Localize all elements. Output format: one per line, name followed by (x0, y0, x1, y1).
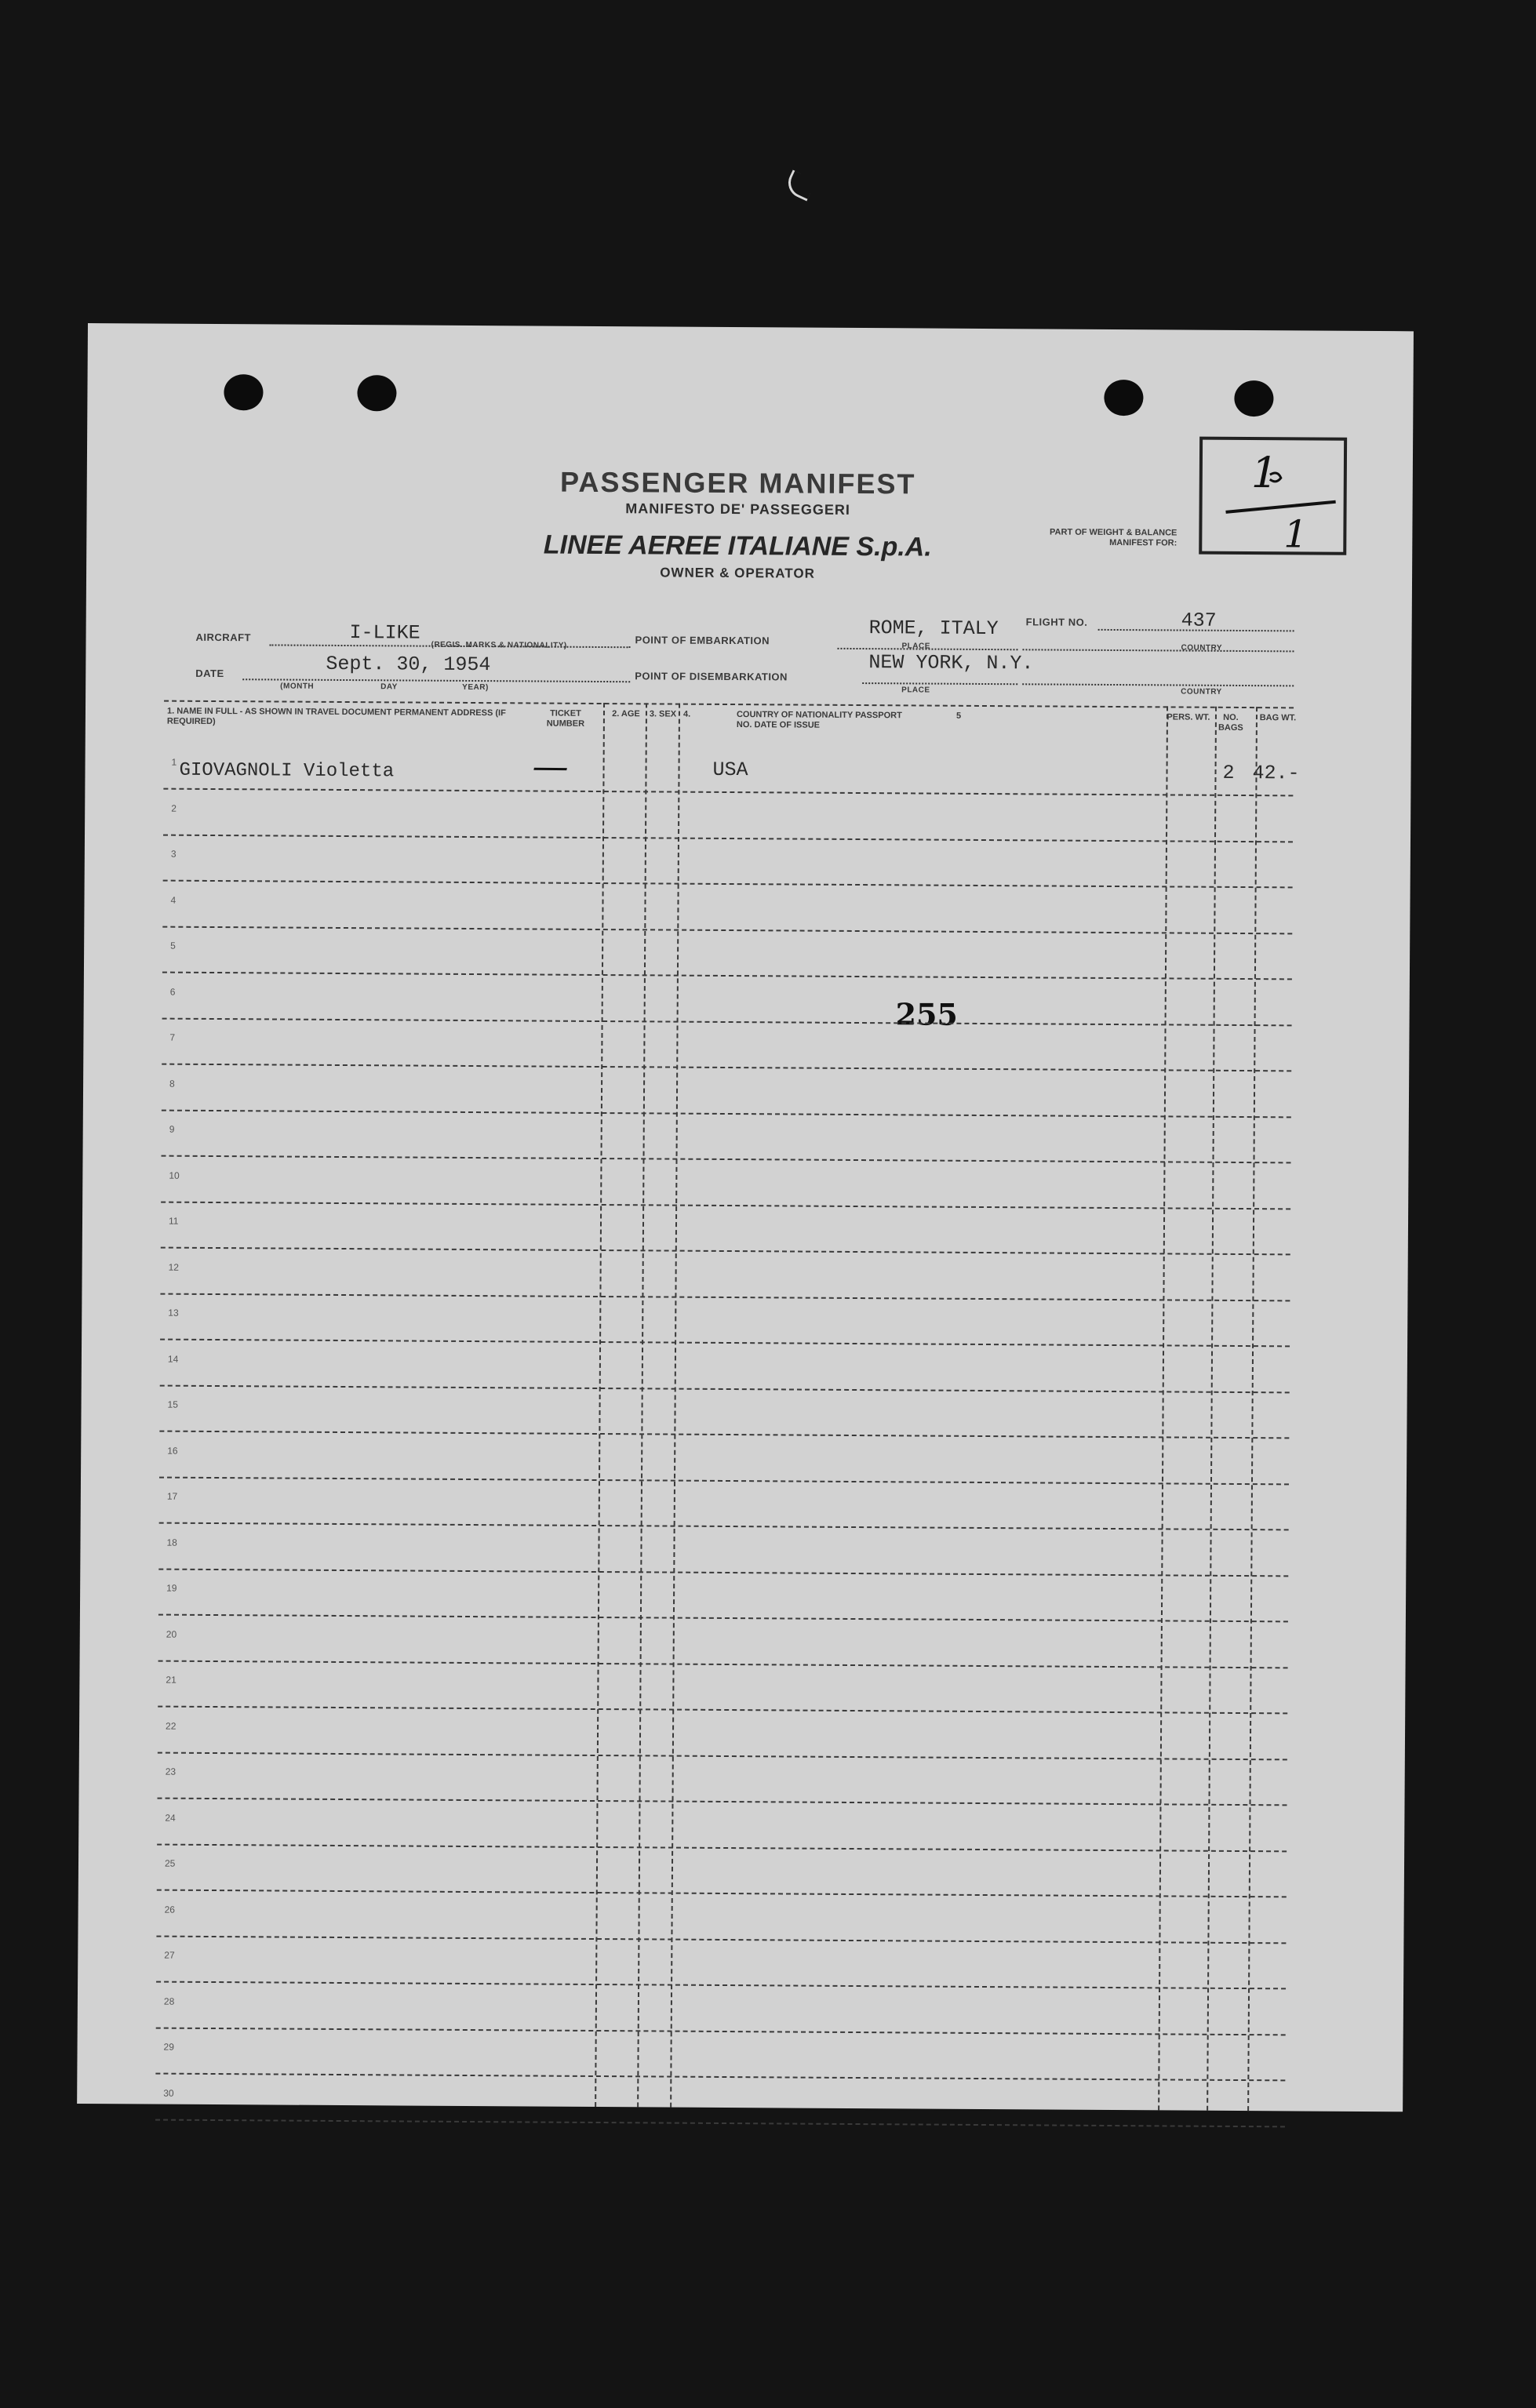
row-rule (157, 1890, 1287, 1898)
row-number: 14 (167, 1353, 179, 1365)
disembarkation-value: NEW YORK, N.Y. (868, 651, 1034, 675)
embarkation-place-label: PLACE (901, 642, 930, 651)
row-number: 7 (169, 1031, 176, 1043)
row-rule (158, 1798, 1287, 1806)
passenger-1-name: GIOVAGNOLI Violetta (179, 759, 395, 783)
passenger-1-nationality: USA (712, 758, 748, 782)
row-number: 21 (166, 1674, 177, 1686)
punch-hole (1234, 380, 1273, 416)
row-rule (163, 880, 1293, 889)
row-number: 3 (170, 848, 177, 860)
embarkation-value: ROME, ITALY (868, 617, 999, 641)
country-label-2: COUNTRY (1181, 687, 1222, 697)
col-5-header: 5 (955, 711, 962, 721)
row-number: 24 (165, 1812, 176, 1824)
row-rule (162, 1064, 1291, 1072)
date-hint-month: (MONTH (280, 682, 315, 691)
date-value: Sept. 30, 1954 (326, 652, 491, 677)
row-number: 13 (168, 1307, 179, 1319)
row-rule (158, 1751, 1287, 1760)
row-rule (162, 1017, 1292, 1026)
aircraft-label: AIRCRAFT (195, 631, 252, 644)
row-number: 29 (163, 2041, 174, 2053)
disembarkation-label: POINT OF DISEMBARKATION (635, 670, 788, 683)
row-number: 2 (171, 802, 177, 814)
row-number: 19 (166, 1582, 177, 1594)
row-number: 25 (164, 1857, 176, 1869)
row-rule (160, 1293, 1290, 1301)
country-line-2 (1022, 683, 1294, 686)
row-rule (162, 926, 1292, 934)
row-rule (158, 1568, 1288, 1577)
part-of-label: PART OF WEIGHT & BALANCE MANIFEST FOR: (1050, 527, 1177, 548)
document-title: PASSENGER MANIFEST (559, 465, 916, 500)
row-number: 16 (167, 1445, 178, 1457)
col-name-header: 1. NAME IN FULL - AS SHOWN IN TRAVEL DOCUMENT PERMANENT ADDRESS (IF REQUIRED) (166, 706, 506, 727)
handwritten-fraction (1202, 440, 1344, 552)
row-rule (156, 1981, 1286, 1990)
row-number: 26 (164, 1904, 176, 1915)
row-rule (158, 1706, 1287, 1715)
row-rule (160, 1384, 1290, 1393)
date-label: DATE (195, 667, 224, 680)
col-pers-wt-header: PERS. WT. (1167, 712, 1210, 722)
column-rule (595, 703, 605, 2107)
svg-text:1: 1 (1250, 448, 1279, 498)
punch-hole (1104, 380, 1143, 416)
row-number: 30 (163, 2087, 174, 2099)
manifest-stamp-box (1199, 437, 1347, 555)
row-rule (158, 1660, 1288, 1668)
row-rule (156, 1935, 1286, 1944)
col-nationality-header: COUNTRY OF NATIONALITY PASSPORT NO. DATE OF ISSUE (736, 710, 902, 730)
row-rule (155, 2119, 1285, 2127)
row-rule (156, 2027, 1286, 2035)
column-rule (670, 704, 680, 2108)
row-number: 15 (167, 1399, 178, 1410)
row-rule (159, 1476, 1289, 1485)
row-number: 22 (166, 1720, 177, 1732)
embarkation-label: POINT OF EMBARKATION (635, 634, 770, 647)
row-rule (162, 1109, 1291, 1118)
row-rule (157, 1843, 1287, 1852)
aircraft-value: I-LIKE (349, 621, 420, 645)
row-rule (158, 1614, 1288, 1623)
col-no-bags-header: NO. BAGS (1218, 712, 1243, 733)
punch-hole (357, 375, 396, 411)
row-number: 11 (168, 1215, 179, 1227)
column-rule (1207, 707, 1217, 2111)
row-rule (161, 1201, 1290, 1209)
passenger-1-ticket: — (532, 744, 569, 788)
column-rule (1247, 707, 1258, 2111)
row-rule (155, 2073, 1285, 2082)
row-number: 17 (166, 1490, 178, 1502)
row-number: 6 (169, 986, 176, 998)
col-nationality-num: 4. (682, 709, 691, 719)
row-number: 8 (169, 1078, 175, 1089)
row-number: 4 (170, 894, 177, 906)
row-number: 20 (166, 1628, 177, 1640)
row-rule (160, 1339, 1290, 1348)
row-rule (163, 788, 1293, 797)
row-rule (159, 1522, 1289, 1531)
column-rule (637, 703, 647, 2107)
row-rule (163, 834, 1293, 842)
disembarkation-place-label: PLACE (901, 686, 930, 695)
scan-artifact-mark (783, 169, 816, 201)
row-rule (159, 1431, 1289, 1439)
row-rule (162, 972, 1292, 980)
row-number: 5 (170, 940, 176, 951)
col-bag-wt-header: BAG WT. (1259, 713, 1297, 723)
row-rule (161, 1247, 1290, 1256)
row-number: 18 (166, 1537, 177, 1548)
punch-hole (224, 374, 263, 410)
airline-name: LINEE AEREE ITALIANE S.p.A. (543, 529, 932, 562)
country-line-1 (1022, 649, 1294, 652)
disembarkation-line (862, 682, 1017, 685)
col-ticket-header: TICKET NUMBER (546, 708, 585, 729)
row-number: 28 (163, 1995, 175, 2007)
flight-value: 437 (1181, 609, 1217, 632)
row-number: 9 (169, 1123, 175, 1135)
archive-number: 255 (895, 996, 959, 1032)
row-rule (162, 1155, 1291, 1164)
svg-text:1: 1 (1283, 512, 1309, 552)
country-label-1: COUNTRY (1181, 643, 1223, 653)
column-rule (1158, 706, 1168, 2110)
col-sex-header: 3. SEX (649, 709, 677, 719)
flight-label: FLIGHT NO. (1025, 616, 1088, 628)
date-hint-year: YEAR) (462, 682, 489, 693)
passenger-1-bag-wt: 42.- (1252, 762, 1300, 785)
row-number: 27 (164, 1949, 175, 1961)
document-subtitle: MANIFESTO DE' PASSEGGERI (625, 500, 850, 518)
aircraft-hint: (REGIS. MARKS & NATIONALITY) (431, 640, 567, 650)
manifest-page (77, 323, 1414, 2112)
row-number: 12 (168, 1261, 180, 1273)
owner-label: OWNER & OPERATOR (660, 565, 815, 581)
date-hint-day: DAY (380, 682, 398, 692)
col-age-header: 2. AGE (612, 709, 640, 719)
row-number: 10 (169, 1169, 180, 1181)
row-number: 1 (171, 756, 177, 768)
passenger-1-bags: 2 (1222, 761, 1235, 784)
row-number: 23 (165, 1766, 177, 1777)
